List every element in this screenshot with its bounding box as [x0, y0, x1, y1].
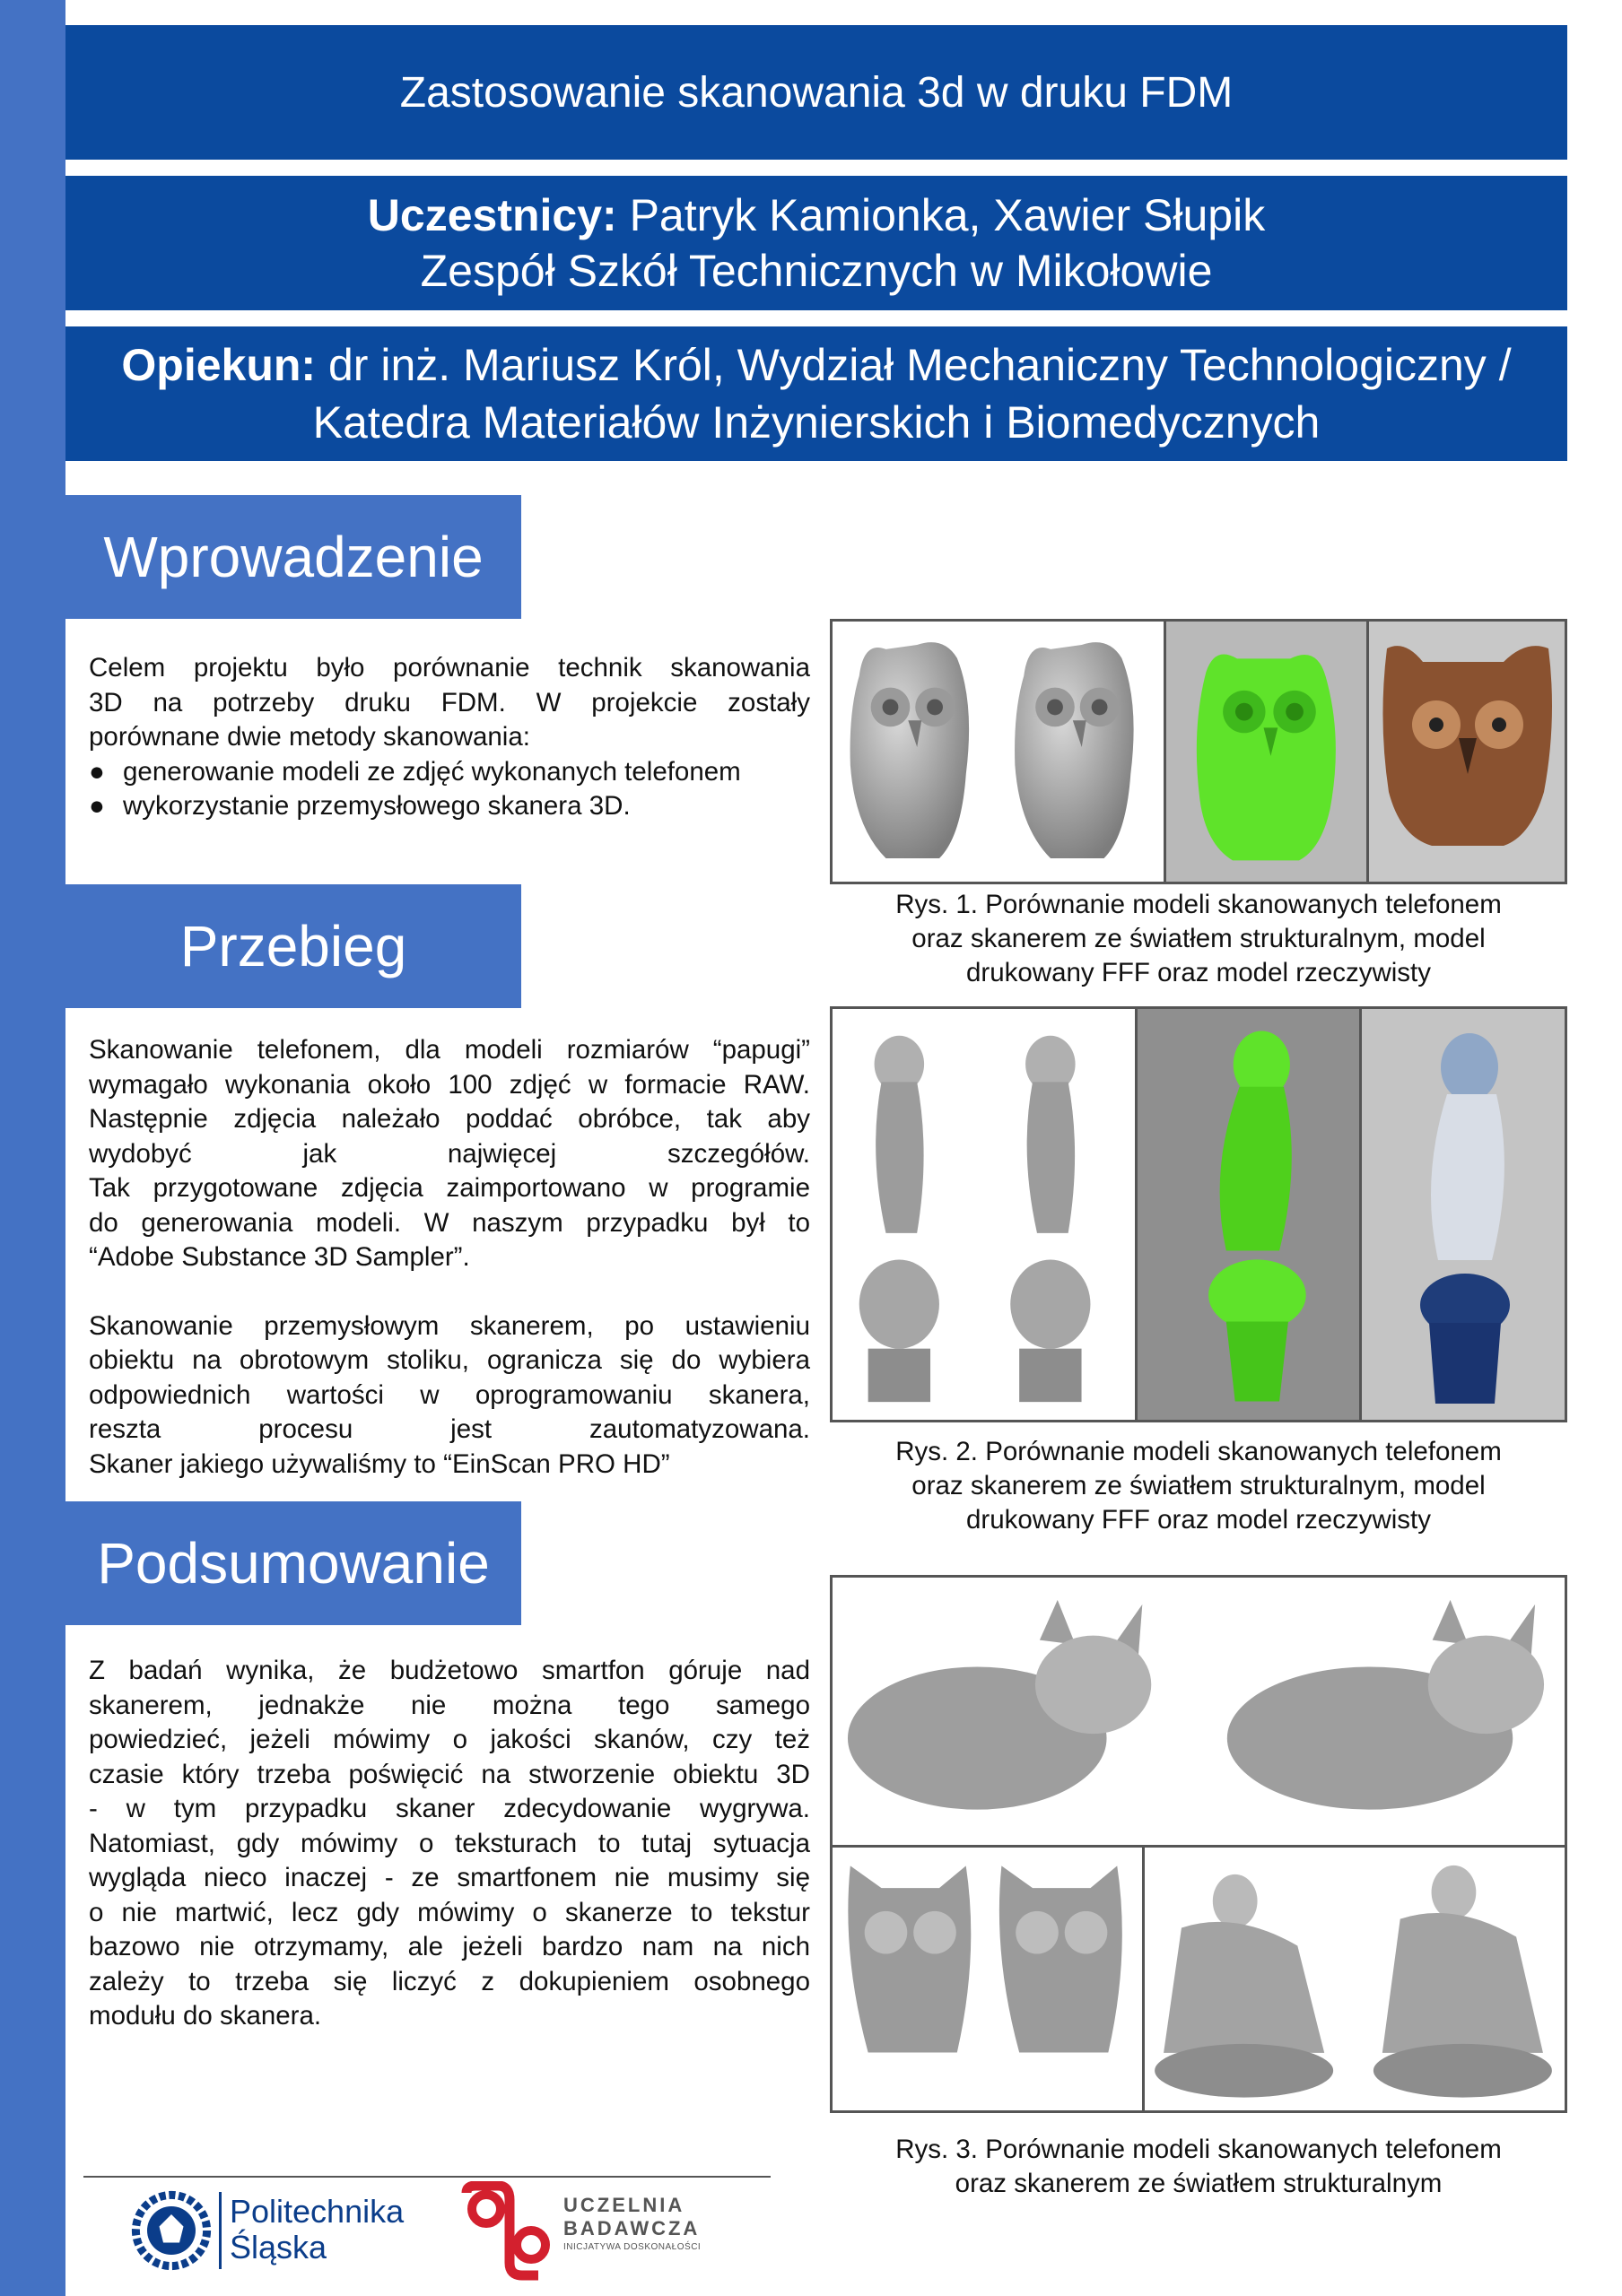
parrot-fff-print — [1138, 1009, 1362, 1420]
participants-line — [368, 187, 1265, 243]
logo1-line1: Politechnika — [230, 2193, 405, 2230]
process-line: “Adobe Substance 3D Sampler”. — [89, 1242, 470, 1272]
politechnika-slaska-logo — [131, 2190, 427, 2280]
supervisor-banner — [65, 326, 1567, 461]
process-line: Tak przygotowane zdjęcia zaimportowano w programie — [89, 1173, 810, 1203]
supervisor-line — [121, 336, 1511, 394]
owl-fff-print — [1166, 622, 1369, 882]
figure-1-caption-line: Rys. 1. Porównanie modeli skanowanych telefonem — [895, 890, 1502, 919]
parrot-real-model — [1362, 1009, 1565, 1420]
parrot-painted-image — [1362, 1009, 1565, 1420]
supervisor-label: Opiekun: — [121, 340, 317, 390]
process-line: obiektu na obrotowym stoliku, ogranicza się do wybiera — [89, 1345, 810, 1375]
summary-text-card — [65, 1625, 810, 2038]
figure-1-caption-line: drukowany FFF oraz model rzeczywisty — [965, 958, 1432, 987]
supervisor-line2: Katedra Materiałów Inżynierskich i Biomedycznych — [312, 397, 1321, 448]
process-line: Skanowanie telefonem, dla modeli rozmiarów “papugi” — [89, 1035, 810, 1065]
intro-line: Celem projektu było porównanie technik skanowania — [89, 653, 810, 683]
intro-line: 3D na potrzeby druku FDM. W projekcie zostały — [89, 687, 810, 718]
parrot-gray-scans-image — [833, 1009, 1135, 1420]
process-line: reszta procesu jest zautomatyzowana. — [89, 1414, 810, 1444]
intro-line: porównane dwie metody skanowania: — [89, 722, 530, 752]
paragraph-spacer — [89, 1275, 810, 1309]
summary-line: wygląda nieco inaczej - ze smartfonem nie musimy się — [89, 1863, 810, 1892]
parrot-green-print-image — [1138, 1009, 1359, 1420]
logo1-line2: Śląska — [230, 2229, 327, 2266]
process-line: Skanowanie przemysłowym skanerem, po ustawieniu — [89, 1310, 810, 1341]
cat-scans-row — [833, 1578, 1565, 1848]
summary-line: modułu do skanera. — [89, 2001, 322, 2031]
section-heading-summary: Podsumowanie — [65, 1501, 521, 1625]
intro-bullet-text: generowanie modeli ze zdjęć wykonanych telefonem — [123, 756, 741, 787]
figure-2-caption-line: drukowany FFF oraz model rzeczywisty — [965, 1505, 1432, 1535]
bullet-dot: ● — [89, 791, 105, 821]
left-sidebar-bar — [0, 0, 65, 2296]
owl-bust-scans-image — [833, 1848, 1142, 2110]
intro-bullet-text: wykorzystanie przemysłowego skanera 3D. — [123, 791, 631, 821]
owl-green-print-image — [1166, 622, 1366, 882]
figure-1-caption-line: oraz skanerem ze światłem strukturalnym, model — [911, 924, 1486, 953]
intro-text-card — [65, 622, 810, 883]
intro-bullet-item — [89, 755, 810, 790]
owl-wooden-image — [1369, 622, 1565, 882]
figure-3-caption-line: oraz skanerem ze światłem strukturalnym — [955, 2169, 1443, 2198]
process-text-card — [65, 1008, 810, 1501]
pieta-gray-scans-cell — [1145, 1848, 1565, 2110]
summary-line: Natomiast, gdy mówimy o teksturach to tutaj sytuacja — [89, 1828, 810, 1858]
pieta-scans-image — [1145, 1848, 1565, 2110]
ub-emblem-icon — [458, 2181, 556, 2282]
figure-3-scans — [830, 1575, 1567, 2113]
uczelnia-badawcza-logo — [458, 2181, 709, 2282]
intro-bullet-item — [89, 789, 810, 824]
participants-names: Patryk Kamionka, Xawier Słupik — [629, 190, 1266, 240]
footer-divider — [83, 2176, 771, 2178]
poster-title: Zastosowanie skanowania 3d w druku FDM — [399, 68, 1234, 117]
figure-2-caption-line: oraz skanerem ze światłem strukturalnym, model — [911, 1471, 1486, 1500]
figure-2-parrots — [830, 1006, 1567, 1422]
participants-banner — [65, 176, 1567, 310]
participants-label: Uczestnicy: — [367, 190, 617, 240]
poster-title-banner — [65, 25, 1567, 160]
school-name: Zespół Szkół Technicznych w Mikołowie — [420, 246, 1213, 296]
owl-and-pieta-row — [833, 1848, 1565, 2110]
university-crest-icon — [131, 2190, 212, 2271]
figure-1-caption — [830, 888, 1567, 990]
owl-real-model — [1369, 622, 1565, 882]
politechnika-wordmark — [230, 2194, 404, 2266]
section-heading-intro: Wprowadzenie — [65, 495, 521, 619]
figure-2-caption-line: Rys. 2. Porównanie modeli skanowanych telefonem — [895, 1437, 1502, 1466]
figure-3-caption-line: Rys. 3. Porównanie modeli skanowanych telefonem — [895, 2135, 1502, 2164]
logo2-line2: BADAWCZA — [563, 2217, 701, 2239]
process-line: wydobyć jak najwięcej szczegółów. — [89, 1138, 810, 1169]
supervisor-line1: dr inż. Mariusz Król, Wydział Mechaniczny Technologiczny / — [328, 340, 1512, 390]
process-line: wymagało wykonania około 100 zdjęć w formacie RAW. — [89, 1069, 810, 1100]
owl-phone-and-scanner-scans — [833, 622, 1166, 882]
section-heading-process: Przebieg — [65, 884, 521, 1008]
ub-wordmark — [563, 2194, 701, 2255]
summary-line: skanerem, jednakże nie można tego samego — [89, 1690, 810, 1720]
summary-line: czasie który trzeba poświęcić na stworzenie obiektu 3D — [89, 1759, 810, 1789]
summary-line: bazowo nie otrzymamy, ale jeżeli bardzo nam na nich — [89, 1932, 810, 1961]
summary-line: - w tym przypadku skaner zdecydowanie wygrywa. — [89, 1794, 810, 1823]
summary-line: o nie martwić, lecz gdy mówimy o skanerze to tekstur — [89, 1897, 810, 1927]
process-line: do generowania modeli. W naszym przypadku był to — [89, 1207, 810, 1238]
parrot-phone-and-scanner-scans — [833, 1009, 1138, 1420]
process-line: Skaner jakiego używaliśmy to “EinScan PRO HD” — [89, 1448, 670, 1479]
owl-gray-scans-cell — [833, 1848, 1145, 2110]
logo2-line3: INICJATYWA DOSKONAŁOŚCI — [563, 2242, 702, 2252]
summary-line: powiedzieć, jeżeli mówimy o jakości skanów, czy też — [89, 1725, 810, 1754]
logo-divider — [219, 2192, 222, 2269]
bullet-dot: ● — [89, 756, 105, 787]
figure-1-owls — [830, 619, 1567, 884]
summary-line: zależy to trzeba się liczyć z dokupieniem osobnego — [89, 1966, 810, 1996]
process-line: odpowiednich wartości w oprogramowaniu skanera, — [89, 1379, 810, 1410]
logo2-line1: UCZELNIA — [563, 2194, 685, 2216]
figure-2-caption — [830, 1435, 1567, 1537]
cat-gray-scans-image — [833, 1578, 1565, 1845]
figure-3-caption — [830, 2133, 1567, 2201]
process-line: Następnie zdjęcia należało poddać obróbce, tak aby — [89, 1104, 810, 1134]
summary-line: Z badań wynika, że budżetowo smartfon góruje nad — [89, 1656, 810, 1685]
owl-gray-scans-image — [833, 622, 1164, 882]
